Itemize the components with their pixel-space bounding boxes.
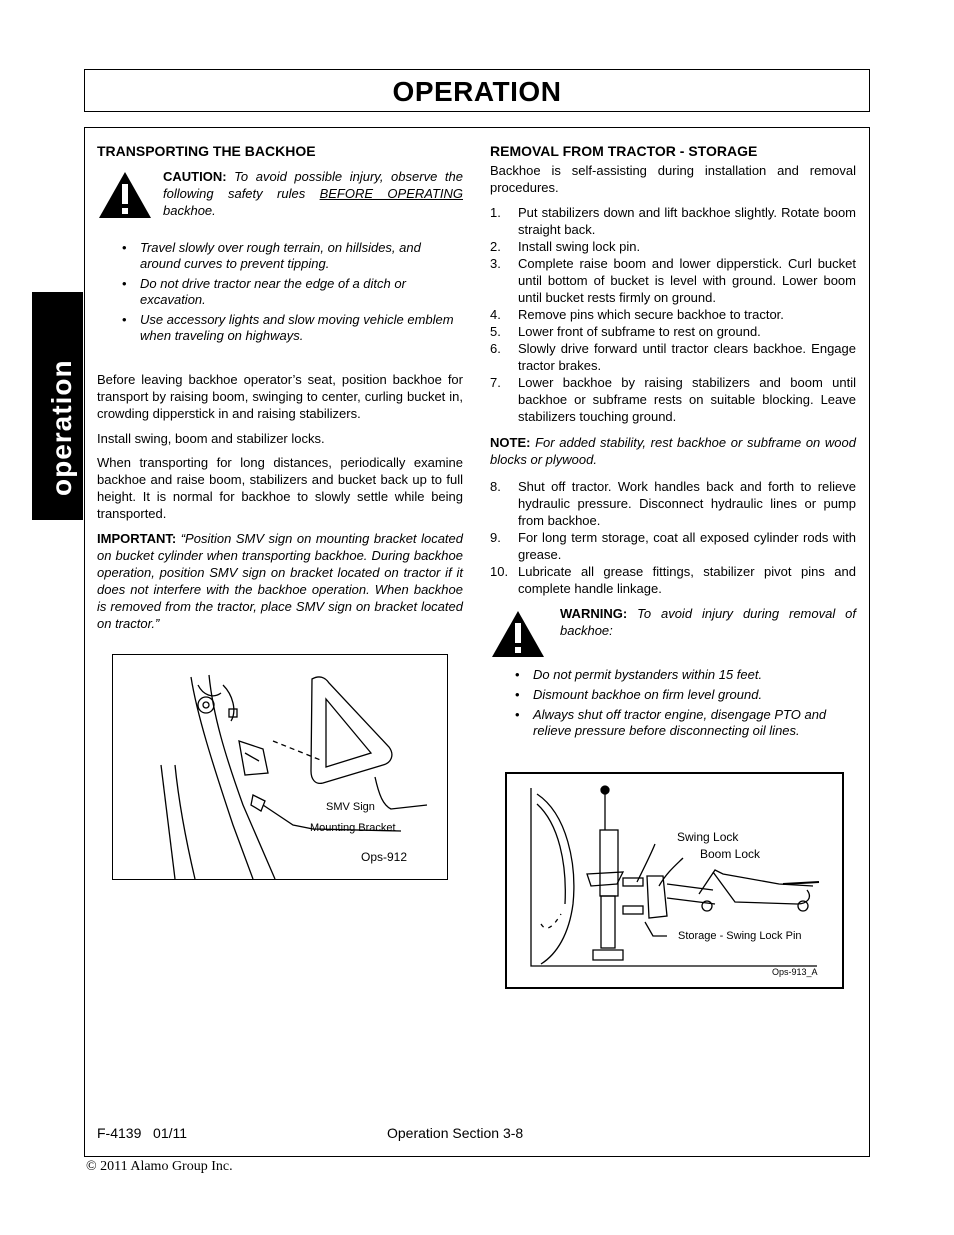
list-item: • Travel slowly over rough terrain, on hillsides, and around curves to prevent tipping. (122, 240, 421, 271)
caution-text-a: To avoid possible injury, observe the following safety rules (163, 169, 463, 201)
caution-block (97, 168, 463, 228)
list-item: 6. Slowly drive forward until tractor clears backhoe. Engage tractor brakes. (490, 341, 856, 373)
list-item: 8. Shut off tractor. Work handles back and forth to relieve hydraulic pressure. Disconnect hydraulic lines or pump from backhoe. (490, 479, 856, 528)
mounting-bracket-label: Mounting Bracket (310, 822, 396, 834)
list-item: 9. For long term storage, coat all exposed cylinder rods with grease. (490, 530, 856, 562)
warning-triangle-icon (97, 170, 153, 220)
page-title: OPERATION (392, 76, 562, 107)
removal-heading: REMOVAL FROM TRACTOR - STORAGE (490, 143, 758, 159)
caution-text-b: backhoe. (163, 203, 216, 218)
section-number: Operation Section 3-8 (387, 1125, 524, 1141)
side-tab-label: operation (46, 359, 77, 496)
boom-lock-label: Boom Lock (700, 847, 761, 861)
warning-text (560, 605, 856, 639)
para-install-locks: Install swing, boom and stabilizer locks. (97, 431, 325, 446)
list-item: 4. Remove pins which secure backhoe to tractor. (490, 307, 784, 322)
para-before-leaving: Before leaving backhoe operator’s seat, position backhoe for transport by raising boom, swinging to center, curling bucket in, crowding dipperstick in and raising stabilizers. (97, 372, 463, 421)
left-column (97, 143, 463, 632)
list-item: • Do not drive tractor near the edge of a ditch or excavation. (122, 276, 406, 307)
list-item: 7. Lower backhoe by raising stabilizers and boom until backhoe or subframe rests on suitable blocking. Leave stabilizers touching ground. (490, 375, 856, 424)
list-item: 3. Complete raise boom and lower dipperstick. Curl bucket until bottom of bucket is level with ground. Lower boom until bucket rests firmly on ground. (490, 256, 856, 305)
para-long-distance: When transporting for long distances, periodically examine backhoe and raise boom, stabilizers and bucket back up to full height. It is normal for backhoe to slowly settle while being transported. (97, 455, 463, 521)
figure-smv-sign (112, 654, 448, 880)
swing-lock-drawing (507, 774, 842, 987)
caution-underlined: BEFORE OPERATING (319, 186, 464, 201)
warning-label: WARNING: (560, 606, 628, 621)
note-label: NOTE: (490, 435, 531, 450)
warning-text-body: To avoid injury during removal of backhoe: (560, 606, 856, 638)
smv-sign-label: SMV Sign (326, 801, 375, 813)
important-text: “Position SMV sign on mounting bracket located on bucket cylinder when transporting backhoe. During backhoe operation, position SMV sign on bracket located on tractor if it does not interfere with the backhoe operation. When backhoe is removed from the tractor, place SMV sign on bracket located on tractor.” (97, 531, 463, 631)
copyright: © 2011 Alamo Group Inc. (86, 1159, 233, 1174)
figure-code: Ops-913_A (772, 967, 818, 977)
warning-triangle-icon (490, 609, 546, 659)
important-label: IMPORTANT: (97, 531, 177, 546)
list-item: • Dismount backhoe on firm level ground. (515, 687, 763, 702)
doc-number: F-4139 01/11 (97, 1125, 188, 1141)
caution-text (163, 168, 463, 219)
list-item: • Always shut off tractor engine, disengage PTO and relieve pressure before disconnecting oil lines. (515, 707, 827, 738)
list-item: 10. Lubricate all grease fittings, stabilizer pivot pins and complete handle linkage. (490, 564, 856, 596)
list-item: • Use accessory lights and slow moving vehicle emblem when traveling on highways. (122, 312, 454, 343)
steps-list-b (490, 478, 856, 597)
removal-intro: Backhoe is self-assisting during installation and removal procedures. (490, 163, 856, 195)
smv-drawing (113, 655, 447, 879)
important-note (97, 530, 463, 632)
caution-label: CAUTION: (163, 169, 227, 184)
transport-heading: TRANSPORTING THE BACKHOE (97, 143, 316, 159)
swing-lock-label: Swing Lock (677, 830, 739, 844)
figure-swing-lock (505, 772, 844, 989)
steps-list-a (490, 204, 856, 425)
warning-block (490, 605, 856, 659)
list-item: 2. Install swing lock pin. (490, 239, 641, 254)
storage-pin-label: Storage - Swing Lock Pin (678, 930, 802, 942)
note-text: For added stability, rest backhoe or subframe on wood blocks or plywood. (490, 435, 856, 467)
note (490, 434, 856, 468)
list-item: • Do not permit bystanders within 15 feet. (515, 667, 763, 682)
figure-code: Ops-912 (361, 850, 408, 864)
list-item: 5. Lower front of subframe to rest on ground. (490, 324, 761, 339)
list-item: 1. Put stabilizers down and lift backhoe slightly. Rotate boom straight back. (490, 205, 856, 237)
transport-bullets (97, 240, 463, 344)
removal-bullets (490, 667, 856, 739)
right-column (490, 143, 856, 739)
header-box (84, 69, 870, 112)
